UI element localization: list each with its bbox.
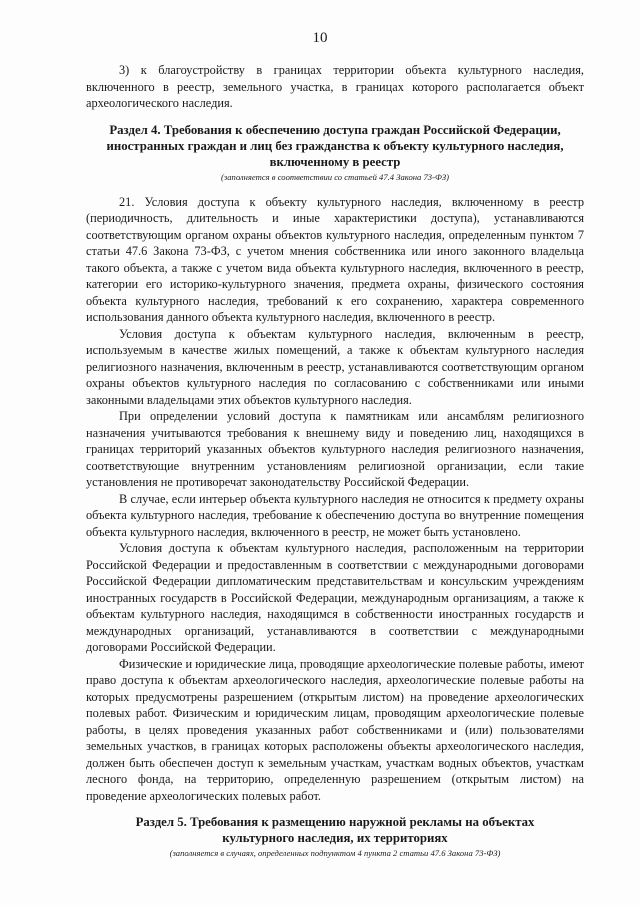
paragraph-archaeological: Физические и юридические лица, проводящие археологические полевые работы, имеют право доступа к объектам археологического наследия, археологические полевые работы на которых предусмотрены разрешением (открытым листом) на проведение археологических полевых работ. Физическим и юридическим лицам, проводящим археологические полевые работы, в целях проведения указанных работ собственниками и (или) пользователями земельных участков, в границах которых расположены объекты археологического наследия, должен быть обеспечен доступ к земельным участкам, участкам водных объектов, участкам лесного фонда, на территорию, определенную разрешением (открытым листом) на проведение археологических полевых работ.: [86, 656, 584, 803]
paragraph-religious-monuments: При определении условий доступа к памятникам или ансамблям религиозного назначения учитываются требования к внешнему виду и поведению лиц, находящихся в границах территорий указанных объектов культурного наследия религиозного назначения, соответствующие внутренним установлениям религиозной организации, если такие установления не противоречат законодательству Российской Федерации.: [86, 409, 584, 489]
section-5-note: (заполняется в случаях, определенных подпунктом 4 пункта 2 статьи 47.6 Закона 73-ФЗ): [169, 848, 501, 858]
paragraph-interior: В случае, если интерьер объекта культурного наследия не относится к предмету охраны объекта культурного наследия, требование к обеспечению доступа во внутренние помещения объекта культурного наследия, включенного в реестр, не может быть установлено.: [86, 491, 584, 539]
document-body: [86, 62, 584, 859]
section-5-title: Раздел 5. Требования к размещению наружной рекламы на объектах культурного наследия, их территориях: [135, 815, 535, 845]
paragraph-21: 21. Условия доступа к объекту культурного наследия, включенному в реестр (периодичность, длительность и иные характеристики доступа), устанавливаются соответствующим органом охраны объектов культурного наследия, определенным пунктом 7 статьи 47.6 Закона 73-ФЗ, с учетом мнения собственника или иного законного владельца такого объекта, а также с учетом вида объекта культурного наследия, включенного в реестр, категории его историко-культурного значения, предмета охраны, физического состояния объекта культурного наследия, требований к его сохранению, характера современного использования данного объекта культурного наследия, включенного в реестр.: [86, 194, 584, 324]
paragraph-diplomatic: Условия доступа к объектам культурного наследия, расположенным на территории Российской Федерации и предоставленным в соответствии с международными договорами Российской Федерации дипломатическим представительствам и консульским учреждениям иностранных государств в Российской Федерации, международным организациям, а также к объектам культурного наследия, находящимся в собственности иностранных государств и международных организаций, устанавливаются в соответствии с международными договорами Российской Федерации.: [86, 541, 584, 654]
item-3-paragraph: 3) к благоустройству в границах территории объекта культурного наследия, включенного в реестр, земельного участка, в границах которого располагается объект археологического наследия.: [86, 63, 584, 110]
section-4-title: Раздел 4. Требования к обеспечению доступа граждан Российской Федерации, иностранных граждан и лиц без гражданства к объекту культурного наследия, включенному в реестр: [106, 122, 564, 169]
paragraph-residential-religious: Условия доступа к объектам культурного наследия, включенным в реестр, используемым в качестве жилых помещений, а также к объектам культурного наследия религиозного назначения, включенным в реестр, устанавливаются соответствующим органом охраны объектов культурного наследия по согласованию с собственниками или иными законными владельцами этих объектов культурного наследия.: [86, 326, 584, 407]
section-4-note: (заполняется в соответствии со статьей 47.4 Закона 73-ФЗ): [221, 171, 449, 182]
page-number: 10: [312, 30, 328, 46]
